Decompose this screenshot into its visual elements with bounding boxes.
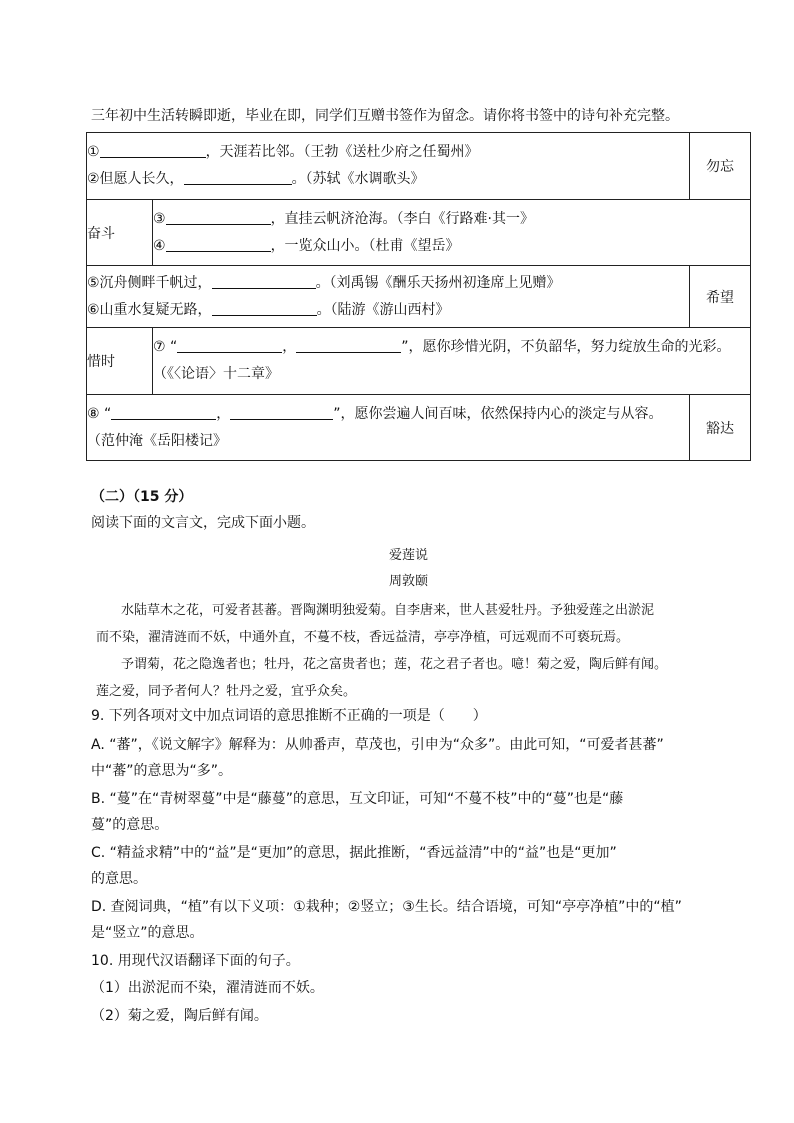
question-9-stem: 9. 下列各项对文中加点词语的意思推断不正确的一项是（ ） — [91, 708, 487, 724]
answer-blank-6[interactable] — [212, 301, 317, 316]
passage-author: 周敦颐 — [389, 574, 429, 589]
bookmark-row-5 — [87, 395, 751, 461]
source-line: （《〈论语〉十二章》 — [153, 366, 279, 382]
bookmark-row-3 — [87, 266, 751, 328]
option-a: A. “蕃”，《说文解字》解释为：从帅番声，草茂也，引申为“众多”。由此可知，“可爱者甚蕃” — [91, 737, 664, 753]
source-line: （范仲淹《岳阳楼记》 — [87, 432, 227, 449]
passage-line: 水陆草木之花，可爱者甚蕃。晋陶渊明独爱菊。自李唐来，世人甚爱牡丹。予独爱莲之出淤泥 — [121, 603, 655, 618]
answer-blank-4[interactable] — [166, 237, 271, 252]
answer-blank-7b[interactable] — [296, 338, 401, 353]
poem-line-3: ③ ，直挂云帆济沧海。（李白《行路难·其一》 — [153, 210, 535, 227]
option-c: C. “精益求精”中的“益”是“更加”的意思，据此推断，“香远益清”中的“益”也是“更加” — [91, 845, 617, 861]
answer-blank-2[interactable] — [184, 170, 292, 185]
option-d: D. 查阅词典，“植”有以下义项：①栽种；②竖立；③生长。结合语境，可知“亭亭净植”中的“植” — [91, 899, 682, 915]
poem-line-2: ②但愿人长久， 。（苏轼《水调歌头》 — [87, 171, 425, 187]
instruction: 阅读下面的文言文，完成下面小题。 — [91, 515, 315, 531]
bookmark-row-4 — [87, 328, 751, 395]
question-10-sentence-2: （2）菊之爱，陶后鲜有闻。 — [91, 1008, 268, 1024]
poem-line-5: ⑤沉舟侧畔千帆过， 。（刘禹锡《酬乐天扬州初逢席上见赠》 — [87, 274, 561, 291]
bookmark-tag: 勿忘 — [690, 133, 751, 200]
passage-title: 爱莲说 — [389, 548, 429, 563]
bookmark-row-2 — [87, 200, 751, 266]
option-b: B. “蔓”在“青树翠蔓”中是“藤蔓”的意思，互文印证，可知“不蔓不枝”中的“蔓”也是“藤 — [91, 791, 624, 807]
passage-line: 予谓菊，花之隐逸者也；牡丹，花之富贵者也；莲，花之君子者也。噫！菊之爱，陶后鲜有闻。 — [121, 657, 668, 672]
section-title: （二）（15 分） — [91, 489, 193, 505]
poem-line-4: ④ ，一览众山小。（杜甫《望岳》 — [153, 237, 460, 254]
intro-text: 三年初中生活转瞬即逝，毕业在即，同学们互赠书签作为留念。请你将书签中的诗句补充完整。 — [91, 108, 679, 124]
question-10-sentence-1: （1）出淤泥而不染，濯清涟而不妖。 — [91, 980, 324, 996]
bookmark-tag: 希望 — [690, 266, 751, 328]
answer-blank-3[interactable] — [166, 210, 271, 225]
bookmark-tag: 豁达 — [690, 395, 751, 461]
bookmark-tag: 奋斗 — [87, 200, 153, 266]
option-c-cont: 的意思。 — [91, 871, 147, 887]
bookmark-row-1 — [87, 133, 751, 200]
bookmark-tag: 惜时 — [87, 328, 153, 395]
answer-blank-1[interactable] — [100, 143, 206, 158]
poem-line-1: ① ，天涯若比邻。（王勃《送杜少府之任蜀州》 — [87, 144, 479, 160]
passage-line: 莲之爱，同予者何人？牡丹之爱，宜乎众矣。 — [96, 684, 357, 699]
poem-line-8: ⑧ “ ， ”，愿你尝遍人间百味，依然保持内心的淡定与从容。 — [87, 405, 663, 422]
poem-line-6: ⑥山重水复疑无路， 。（陆游《游山西村》 — [87, 301, 450, 318]
answer-blank-8a[interactable] — [111, 405, 216, 420]
question-10-stem: 10. 用现代汉语翻译下面的句子。 — [91, 953, 300, 969]
poem-line-7: ⑦ “ ， ”，愿你珍惜光阴，不负韶华，努力绽放生命的光彩。 — [153, 339, 731, 355]
bookmark-table — [86, 132, 751, 461]
answer-blank-8b[interactable] — [230, 405, 333, 420]
answer-blank-7a[interactable] — [177, 338, 282, 353]
option-d-cont: 是“竖立”的意思。 — [91, 925, 204, 941]
option-a-cont: 中“蕃”的意思为“多”。 — [91, 763, 233, 779]
answer-blank-5[interactable] — [212, 274, 316, 289]
option-b-cont: 蔓”的意思。 — [91, 817, 169, 833]
passage-line: 而不染，濯清涟而不妖，中通外直，不蔓不枝，香远益清，亭亭净植，可远观而不可亵玩焉。 — [96, 630, 630, 645]
